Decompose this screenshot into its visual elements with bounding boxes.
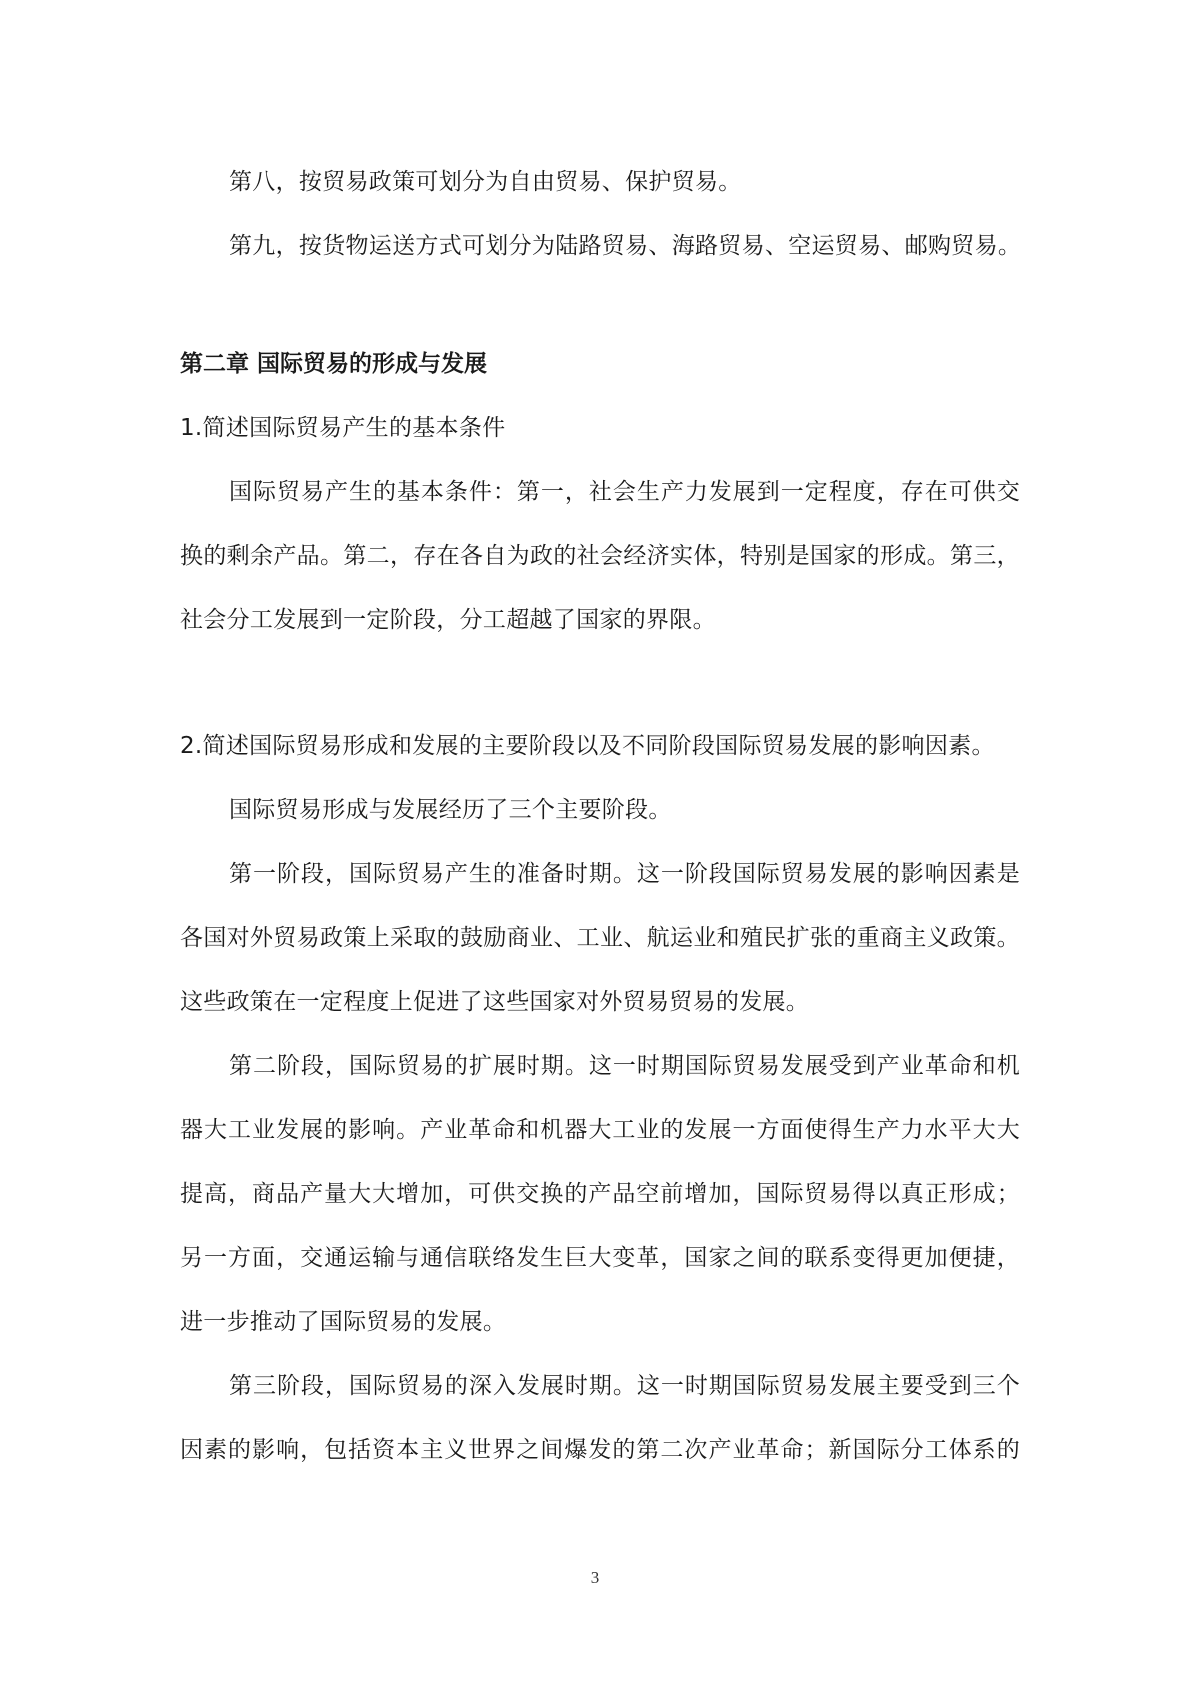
paragraph-line: 国际贸易产生的基本条件：第一，社会生产力发展到一定程度，存在可供交 [229, 479, 1020, 505]
paragraph-line: 各国对外贸易政策上采取的鼓励商业、工业、航运业和殖民扩张的重商主义政策。 [180, 925, 1020, 951]
paragraph-line: 社会分工发展到一定阶段，分工超越了国家的界限。 [180, 607, 716, 633]
paragraph-line: 换的剩余产品。第二，存在各自为政的社会经济实体，特别是国家的形成。第三， [180, 543, 1020, 569]
paragraph-line: 第二阶段，国际贸易的扩展时期。这一时期国际贸易发展受到产业革命和机 [229, 1053, 1020, 1079]
spacer [180, 652, 1020, 714]
paragraph-line: 第九，按货物运送方式可划分为陆路贸易、海路贸易、空运贸易、邮购贸易。 [229, 233, 1022, 259]
spacer [180, 278, 1020, 332]
page-body [180, 150, 1020, 1482]
paragraph-line: 第八，按贸易政策可划分为自由贸易、保护贸易。 [229, 169, 742, 195]
paragraph-line: 提高，商品产量大大增加，可供交换的产品空前增加，国际贸易得以真正形成； [180, 1181, 1020, 1207]
chapter-heading: 第二章 国际贸易的形成与发展 [180, 351, 488, 377]
question-heading: 2.简述国际贸易形成和发展的主要阶段以及不同阶段国际贸易发展的影响因素。 [180, 733, 995, 759]
paragraph-line: 国际贸易形成与发展经历了三个主要阶段。 [229, 797, 672, 823]
paragraph-line: 因素的影响，包括资本主义世界之间爆发的第二次产业革命；新国际分工体系的 [180, 1437, 1020, 1463]
question-heading: 1.简述国际贸易产生的基本条件 [180, 415, 506, 441]
page-number: 3 [590, 1568, 600, 1587]
paragraph-line: 另一方面，交通运输与通信联络发生巨大变革，国家之间的联系变得更加便捷， [180, 1245, 1020, 1271]
paragraph-line: 这些政策在一定程度上促进了这些国家对外贸易贸易的发展。 [180, 989, 810, 1015]
paragraph-line: 第三阶段，国际贸易的深入发展时期。这一时期国际贸易发展主要受到三个 [229, 1373, 1020, 1399]
paragraph-line: 进一步推动了国际贸易的发展。 [180, 1309, 507, 1335]
paragraph-line: 第一阶段，国际贸易产生的准备时期。这一阶段国际贸易发展的影响因素是 [229, 861, 1020, 887]
paragraph-line: 器大工业发展的影响。产业革命和机器大工业的发展一方面使得生产力水平大大 [180, 1117, 1020, 1143]
